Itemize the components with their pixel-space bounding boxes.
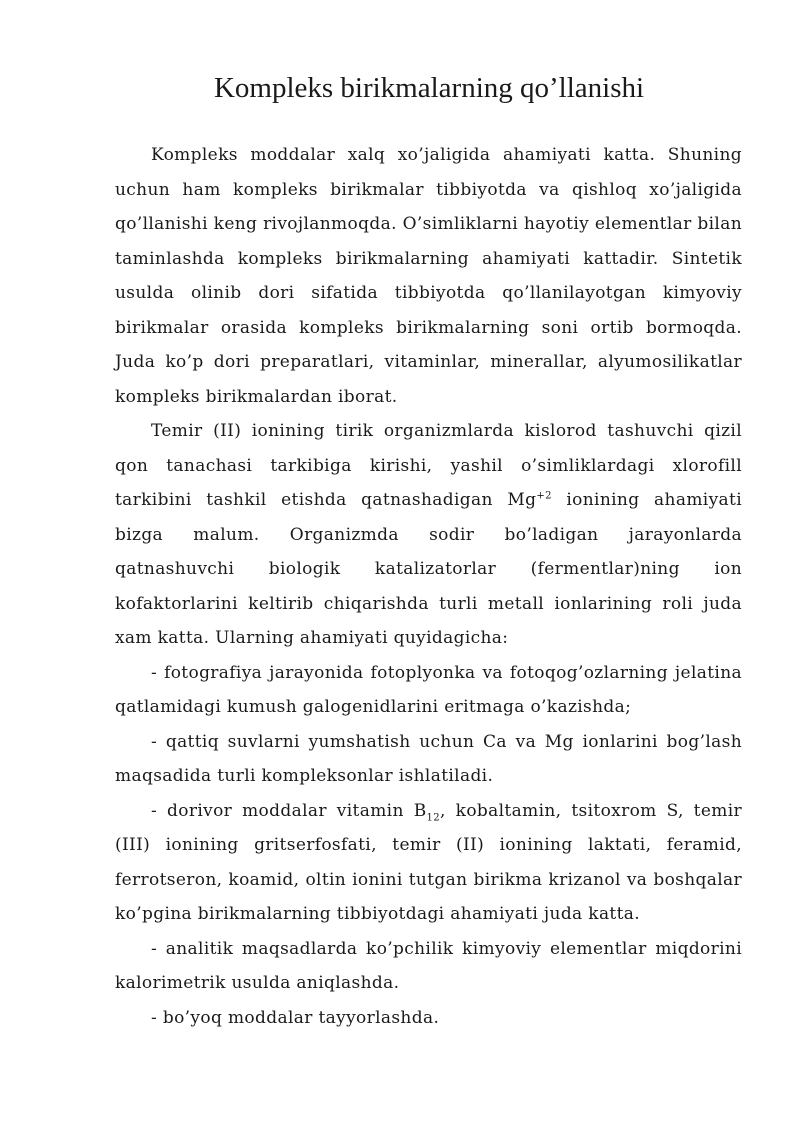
document-body	[115, 138, 742, 1035]
list-item-photography: - fotografiya jarayonida fotoplyonka va fotoqog’ozlarning jelatina qatlamidagi kumush galogenidlarini eritmaga o’kazishda;	[115, 662, 742, 717]
page-title: Kompleks birikmalarning qo’llanishi	[213, 72, 645, 104]
paragraph-text: Temir (II) ionining tirik organizmlarda kislorod tashuvchi qizil qon tanachasi tarkibiga kirishi, yashil o’simliklardagi xlorofill tarkibini tashkil etishda qatnashadigan Mg	[115, 421, 742, 510]
paragraph-text: , kobaltamin, tsitoxrom S, temir (III) ionining gritserfosfati, temir (II) ionining laktati, feramid, ferrotseron, koamid, oltin ionini tutgan birikma krizanol va boshqalar ko’pgina birikmalarning tibbiyotdagi ahamiyati juda katta.	[115, 800, 742, 924]
paragraph-intro: Kompleks moddalar xalq xo’jaligida ahamiyati katta. Shuning uchun ham kompleks birikmalar tibbiyotda va qishloq xo’jaligida qo’llanishi keng rivojlanmoqda. O’simliklarni hayotiy elementlar bilan taminlashda kompleks birikmalarning ahamiyati kattadir. Sintetik usulda olinib dori sifatida tibbiyotda qo’llanilayotgan kimyoviy birikmalar orasida kompleks birikmalarning soni ortib bormoqda. Juda ko’p dori preparatlari, vitaminlar, minerallar, alyumosilikatlar kompleks birikmalardan iborat.	[115, 145, 742, 407]
paragraph-text: ionining ahamiyati bizga malum. Organizmda sodir bo’ladigan jarayonlarda qatnashuvchi biologik katalizatorlar (fermentlar)ning ion kofaktorlarini keltirib chiqarishda turli metall ionlarining roli juda xam katta. Ularning ahamiyati quyidagicha:	[115, 490, 742, 648]
paragraph-metal-ions	[115, 414, 742, 656]
vitamin-subscript: 12	[426, 811, 440, 823]
list-item-dyes: - bo’yoq moddalar tayyorlashda.	[151, 1007, 440, 1028]
list-item-water-softening: - qattiq suvlarni yumshatish uchun Ca va Mg ionlarini bog’lash maqsadida turli kompleksonlar ishlatiladi.	[115, 731, 742, 786]
list-item-analytics: - analitik maqsadlarda ko’pchilik kimyoviy elementlar miqdorini kalorimetrik usulda aniqlashda.	[115, 938, 742, 993]
charge-superscript: +2	[536, 490, 552, 502]
paragraph-text: - dorivor moddalar vitamin B	[151, 800, 427, 821]
list-item-medicines	[115, 794, 742, 932]
